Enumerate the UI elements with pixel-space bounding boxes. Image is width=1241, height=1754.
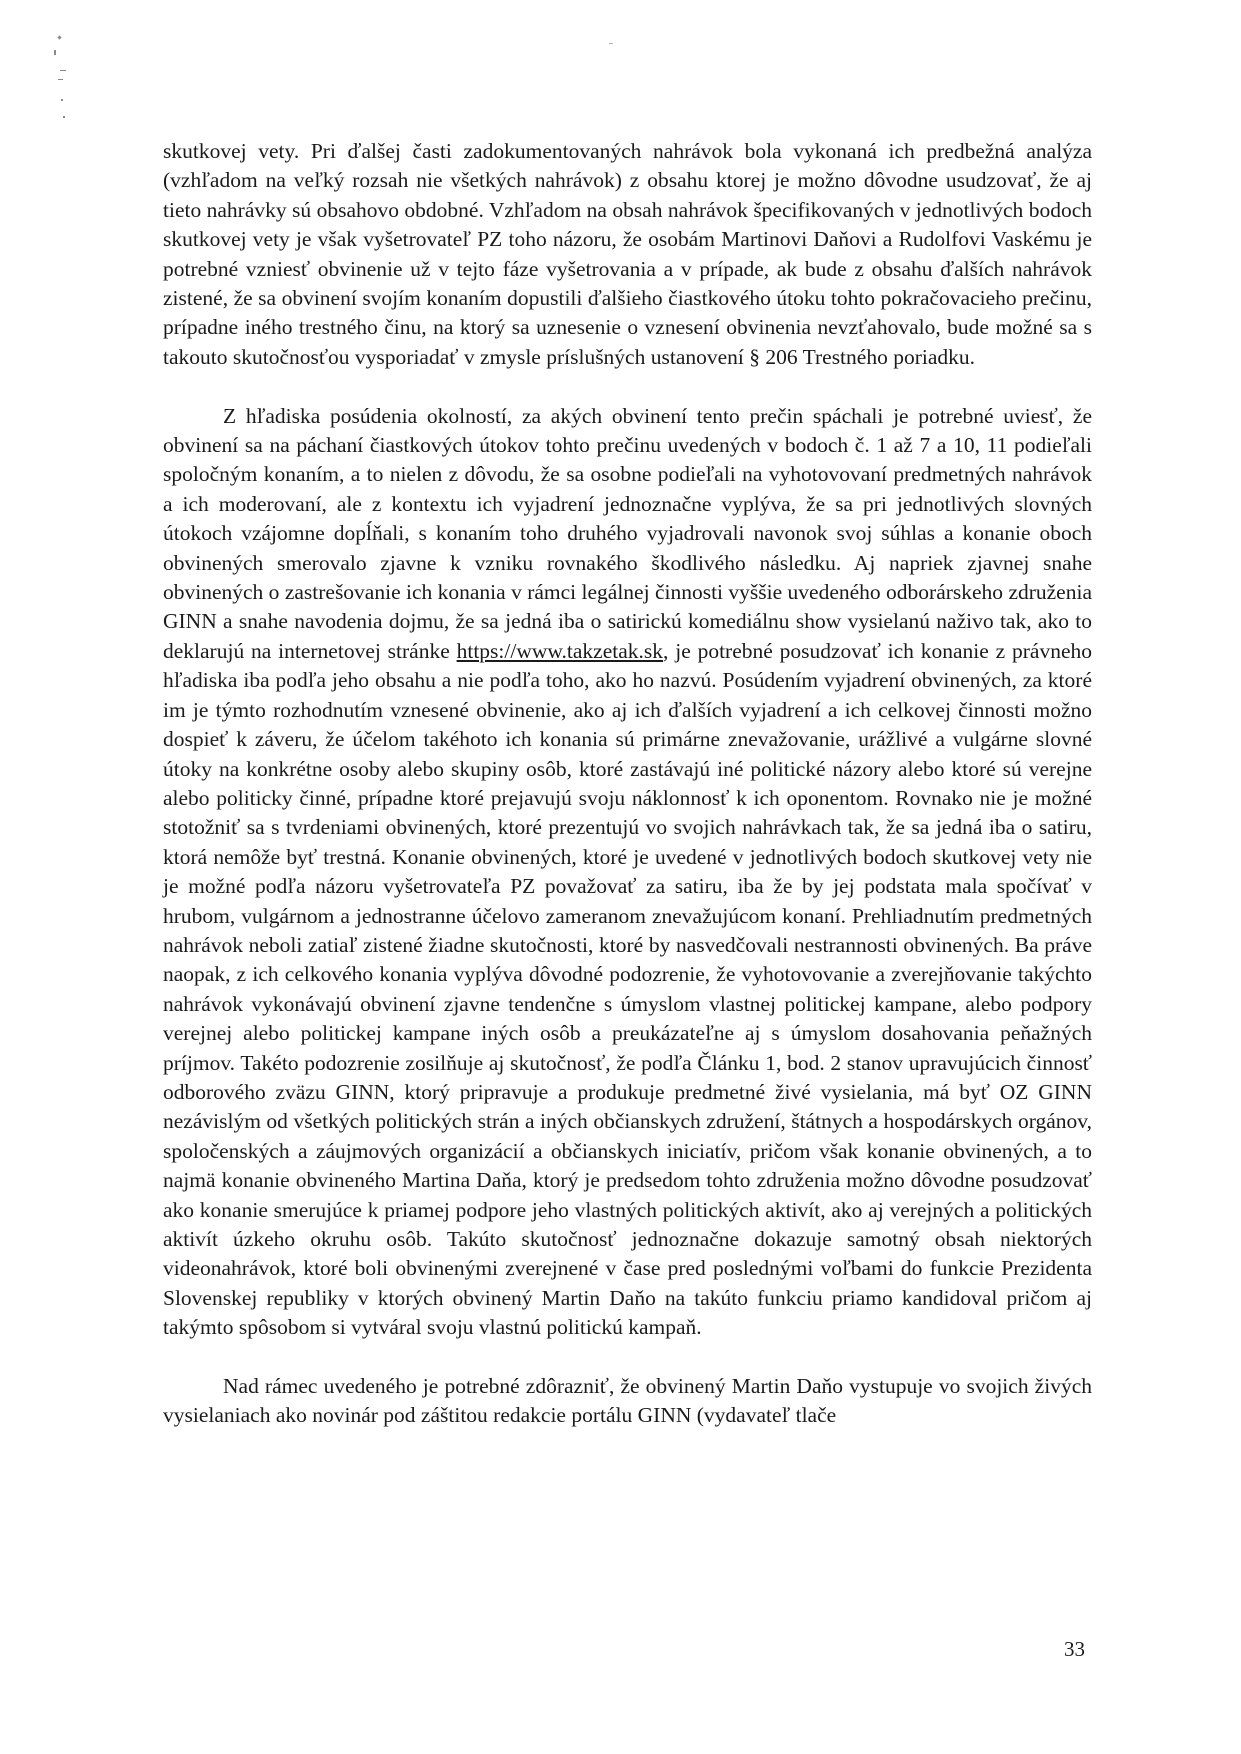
scan-speck bbox=[60, 70, 66, 71]
scan-speck bbox=[54, 50, 56, 55]
scan-speck bbox=[61, 99, 63, 101]
paragraph-journalist: Nad rámec uvedeného je potrebné zdôrazniť, že obvinený Martin Daňo vystupuje vo svojich živých vysielaniach ako novinár pod záštitou redakcie portálu GINN (vydavateľ tlače bbox=[163, 1374, 1092, 1428]
scan-speck bbox=[58, 79, 63, 80]
paragraph-continuation: skutkovej vety. Pri ďalšej časti zadokumentovaných nahrávok bola vykonaná ich predbežná analýza (vzhľadom na veľký rozsah nie všetkých nahrávok) z obsahu ktorej je možno dôvodne usudzovať, že aj tieto nahrávky sú obsahovo obdobné. Vzhľadom na obsah nahrávok špecifikovaných v jednotlivých bodoch skutkovej vety je však vyšetrovateľ PZ toho názoru, že osobám Martinovi Daňovi a Rudolfovi Vaskému je potrebné vzniesť obvinenie už v tejto fáze vyšetrovania a v prípade, ak bude z obsahu ďalších nahrávok zistené, že sa obvinení svojím konaním dopustili ďalšieho čiastkového útoku tohto pokračovacieho prečinu, prípadne iného trestného činu, na ktorý sa uznesenie o vznesení obvinenia nevzťahovalo, bude možné sa s takouto skutočnosťou vysporiadať v zmysle príslušných ustanovení § 206 Trestného poriadku. bbox=[163, 139, 1092, 369]
document-body bbox=[163, 137, 1092, 1431]
paragraph-text: Z hľadiska posúdenia okolností, za akých obvinení tento prečin spáchali je potrebné uviesť, že obvinení sa na páchaní čiastkových útokov tohto prečinu uvedených v bodoch č. 1 až 7 a 10, 11 podieľali spoločným konaním, a to nielen z dôvodu, že sa osobne podieľali na vyhotovovaní predmetných nahrávok a ich moderovaní, ale z kontextu ich vyjadrení jednoznačne vyplýva, že sa pri jednotlivých slovných útokoch vzájomne dopĺňali, s konaním toho druhého vyjadrovali navonok svoj súhlas a konanie oboch obvinených smerovalo zjavne k vzniku rovnakého škodlivého následku. Aj napriek zjavnej snahe obvinených o zastrešovanie ich konania v rámci legálnej činnosti vyššie uvedeného odborárskeho združenia GINN a snahe navodenia dojmu, že sa jedná iba o satirickú komediálnu show vysielanú naživo tak, ako to deklarujú na internetovej stránke bbox=[163, 403, 1092, 663]
page-number: 33 bbox=[1064, 1637, 1085, 1661]
scan-speck bbox=[609, 43, 613, 44]
paragraph-text: , je potrebné posudzovať ich konanie z právneho hľadiska iba podľa jeho obsahu a nie podľa toho, ako ho nazvú. Posúdením vyjadrení obvinených, za ktoré im je týmto rozhodnutím vznesené obvinenie, ako aj ich ďalších vyjadrení a ich celkovej činnosti možno dospieť k záveru, že účelom takéhoto ich konania sú primárne znevažovanie, urážlivé a vulgárne slovné útoky na konkrétne osoby alebo skupiny osôb, ktoré zastávajú iné politické názory alebo ktoré sú verejne alebo politicky činné, prípadne ktoré prejavujú svoju náklonnosť k ich oponentom. Rovnako nie je možné stotožniť sa s tvrdeniami obvinených, ktoré prezentujú vo svojich nahrávkach tak, že sa jedná iba o satiru, ktorá nemôže byť trestná. Konanie obvinených, ktoré je uvedené v jednotlivých bodoch skutkovej vety nie je možné podľa názoru vyšetrovateľa PZ považovať za satiru, iba že by jej podstata mala spočívať v hrubom, vulgárnom a jednostranne účelovo zameranom znevažujúcom konaní. Prehliadnutím predmetných nahrávok neboli zatiaľ zistené žiadne skutočnosti, ktoré by nasvedčovali nestrannosti obvinených. Ba práve naopak, z ich celkového konania vyplýva dôvodné podozrenie, že vyhotovovanie a zverejňovanie takýchto nahrávok vykonávajú obvinení zjavne tendenčne s úmyslom vlastnej politickej kampane, alebo podpory verejnej alebo politickej kampane iných osôb a preukázateľne aj s úmyslom dosahovania peňažných príjmov. Takéto podozrenie zosilňuje aj skutočnosť, že podľa Článku 1, bod. 2 stanov upravujúcich činnosť odborového zväzu GINN, ktorý pripravuje a produkuje predmetné živé vysielania, má byť OZ GINN nezávislým od všetkých politických strán a iných občianskych združení, štátnych a hospodárskych orgánov, spoločenských a záujmových organizácií a občianskych iniciatív, pričom však konanie obvinených, a to najmä konanie obvineného Martina Daňa, ktorý je predsedom tohto združenia možno dôvodne posudzovať ako konanie smerujúce k priamej podpore jeho vlastných politických aktivít, ako aj verejných a politických aktivít úzkeho okruhu osôb. Takúto skutočnosť jednoznačne dokazuje samotný obsah niektorých videonahrávok, ktoré boli obvinenými zverejnené v čase pred poslednými voľbami do funkcie Prezidenta Slovenskej republiky v ktorých obvinený Martin Daňo na takúto funkciu priamo kandidoval pričom aj takýmto spôsobom si vytváral svoju vlastnú politickú kampaň. bbox=[163, 638, 1092, 1340]
scan-speck bbox=[63, 116, 65, 118]
scan-artifact-marks bbox=[52, 36, 66, 126]
scan-speck bbox=[57, 35, 61, 39]
paragraph-assessment bbox=[163, 402, 1092, 1343]
website-link[interactable]: https://www.takzetak.sk bbox=[456, 638, 664, 663]
